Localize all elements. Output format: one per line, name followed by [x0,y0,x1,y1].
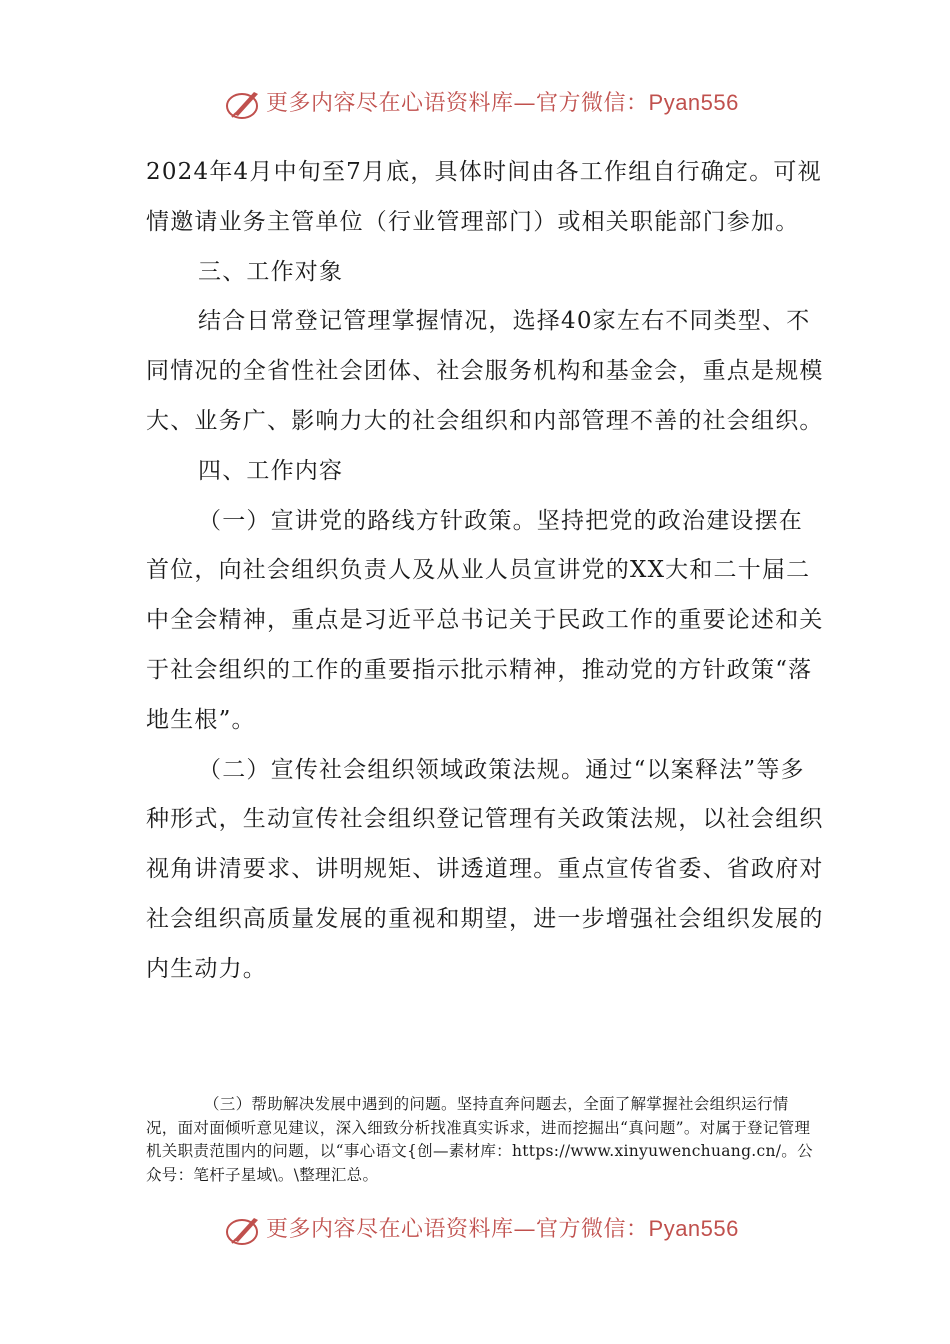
document-body [146,148,826,995]
heading-work-targets: 三、工作对象 [198,258,344,285]
footer-banner-text [266,1214,739,1245]
header-wechat-id: Pyan556 [648,90,739,115]
paragraph-work-targets: 结合日常登记管理掌握情况，选择40家左右不同类型、不同情况的全省性社会团体、社会服务机构和基金会，重点是规模大、业务广、影响力大的社会组织和内部管理不善的社会组织。 [146,308,824,434]
quill-logo-icon [224,86,264,122]
header-banner [0,84,950,124]
heading-work-content: 四、工作内容 [198,457,344,484]
footer-banner-label: 更多内容尽在心语资料库—官方微信： [266,1217,649,1242]
paragraph-content-two: （二）宣传社会组织领域政策法规。通过“以案释法”等多种形式，生动宣传社会组织登记管理有关政策法规，以社会组织视角讲清要求、讲明规矩、讲透道理。重点宣传省委、省政府对社会组织高质量发展的重视和期望，进一步增强社会组织发展的内生动力。 [146,756,824,982]
paragraph-content-one: （一）宣讲党的路线方针政策。坚持把党的政治建设摆在首位，向社会组织负责人及从业人员宣讲党的XX大和二十届二中全会精神，重点是习近平总书记关于民政工作的重要论述和关于社会组织的工作的重要指示批示精神，推动党的方针政策“落地生根”。 [146,507,824,733]
footer-wechat-id: Pyan556 [648,1216,739,1241]
header-banner-label: 更多内容尽在心语资料库—官方微信： [266,91,649,116]
paragraph-timeframe: 2024年4月中旬至7月底，具体时间由各工作组自行确定。可视情邀请业务主管单位（行业管理部门）或相关职能部门参加。 [146,159,822,235]
footer-banner [0,1210,950,1250]
quill-logo-icon [224,1212,264,1248]
paragraph-content-three-note: （三）帮助解决发展中遇到的问题。坚持直奔问题去，全面了解掌握社会组织运行情况，面对面倾听意见建议，深入细致分析找准真实诉求，进而挖掘出“真问题”。对属于登记管理机关职责范围内的问题，以“事心语文{创—素材库：https://www.xinyuwenchuang.cn/。公众号：笔杆子星域\。\整理汇总。 [146,1095,813,1184]
header-banner-text [266,88,739,119]
